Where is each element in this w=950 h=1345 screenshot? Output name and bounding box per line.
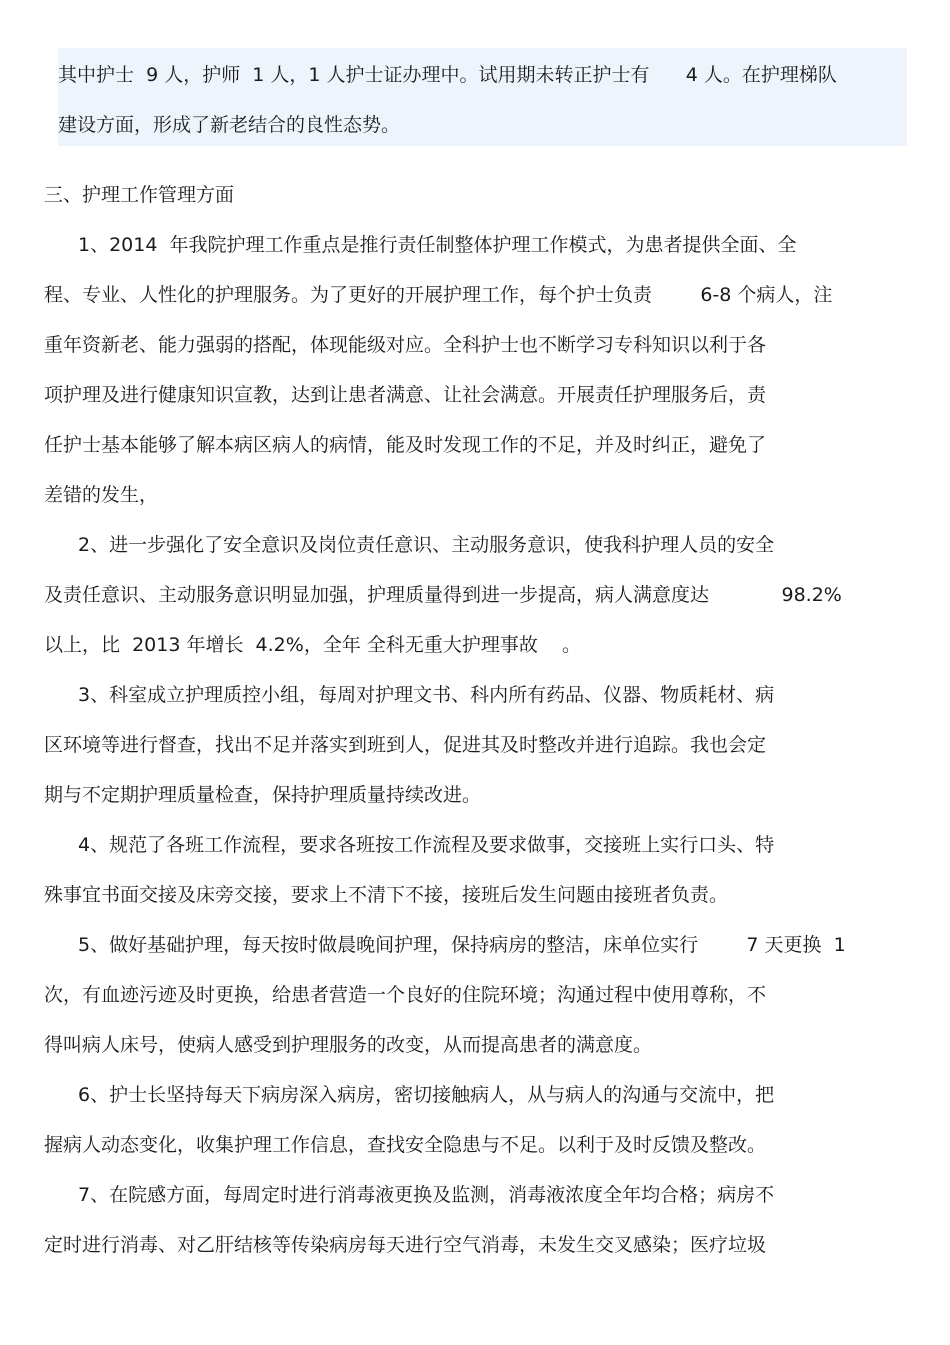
text-line: 握病人动态变化，收集护理工作信息，查找安全隐患与不足。以利于及时反馈及整改。 <box>44 1134 767 1156</box>
text-line: 重年资新老、能力强弱的搭配，体现能级对应。全科护士也不断学习专科知识以利于各 <box>44 334 767 356</box>
text-line: 5、做好基础护理，每天按时做晨晚间护理，保持病房的整洁，床单位实行 7 天更换 1 <box>78 934 846 956</box>
text-line: 以上，比 2013 年增长 4.2%，全年 全科无重大护理事故 。 <box>44 634 582 656</box>
text-line: 次，有血迹污迹及时更换，给患者营造一个良好的住院环境；沟通过程中使用尊称，不 <box>44 984 767 1006</box>
text-line: 定时进行消毒、对乙肝结核等传染病房每天进行空气消毒，未发生交叉感染；医疗垃圾 <box>44 1234 767 1256</box>
text-line: 6、护士长坚持每天下病房深入病房，密切接触病人，从与病人的沟通与交流中，把 <box>78 1084 775 1106</box>
text-line: 任护士基本能够了解本病区病人的病情，能及时发现工作的不足，并及时纠正，避免了 <box>44 434 767 456</box>
text-line: 1、2014 年我院护理工作重点是推行责任制整体护理工作模式，为患者提供全面、全 <box>78 234 797 256</box>
text-line: 7、在院感方面，每周定时进行消毒液更换及监测，消毒液浓度全年均合格；病房不 <box>78 1184 775 1206</box>
text-line: 3、科室成立护理质控小组，每周对护理文书、科内所有药品、仪器、物质耗材、病 <box>78 684 775 706</box>
text-line: 差错的发生， <box>44 484 159 506</box>
text-line: 其中护士 9 人，护师 1 人，1 人护士证办理中。试用期未转正护士有 4 人。在护理梯队 <box>58 64 837 86</box>
text-line: 及责任意识、主动服务意识明显加强，护理质量得到进一步提高，病人满意度达 98.2% <box>44 584 842 606</box>
text-line: 期与不定期护理质量检查，保持护理质量持续改进。 <box>44 784 482 806</box>
text-line: 2、进一步强化了安全意识及岗位责任意识、主动服务意识，使我科护理人员的安全 <box>78 534 775 556</box>
text-line: 得叫病人床号，使病人感受到护理服务的改变，从而提高患者的满意度。 <box>44 1034 653 1056</box>
section-heading: 三、护理工作管理方面 <box>44 184 235 206</box>
text-line: 殊事宜书面交接及床旁交接，要求上不清下不接，接班后发生问题由接班者负责。 <box>44 884 729 906</box>
text-line: 建设方面，形成了新老结合的良性态势。 <box>58 114 401 136</box>
text-line: 区环境等进行督查，找出不足并落实到班到人，促进其及时整改并进行追踪。我也会定 <box>44 734 767 756</box>
text-line: 项护理及进行健康知识宣教，达到让患者满意、让社会满意。开展责任护理服务后，责 <box>44 384 767 406</box>
text-line: 程、专业、人性化的护理服务。为了更好的开展护理工作，每个护士负责 6-8 个病人，注 <box>44 284 833 306</box>
text-line: 4、规范了各班工作流程，要求各班按工作流程及要求做事，交接班上实行口头、特 <box>78 834 775 856</box>
